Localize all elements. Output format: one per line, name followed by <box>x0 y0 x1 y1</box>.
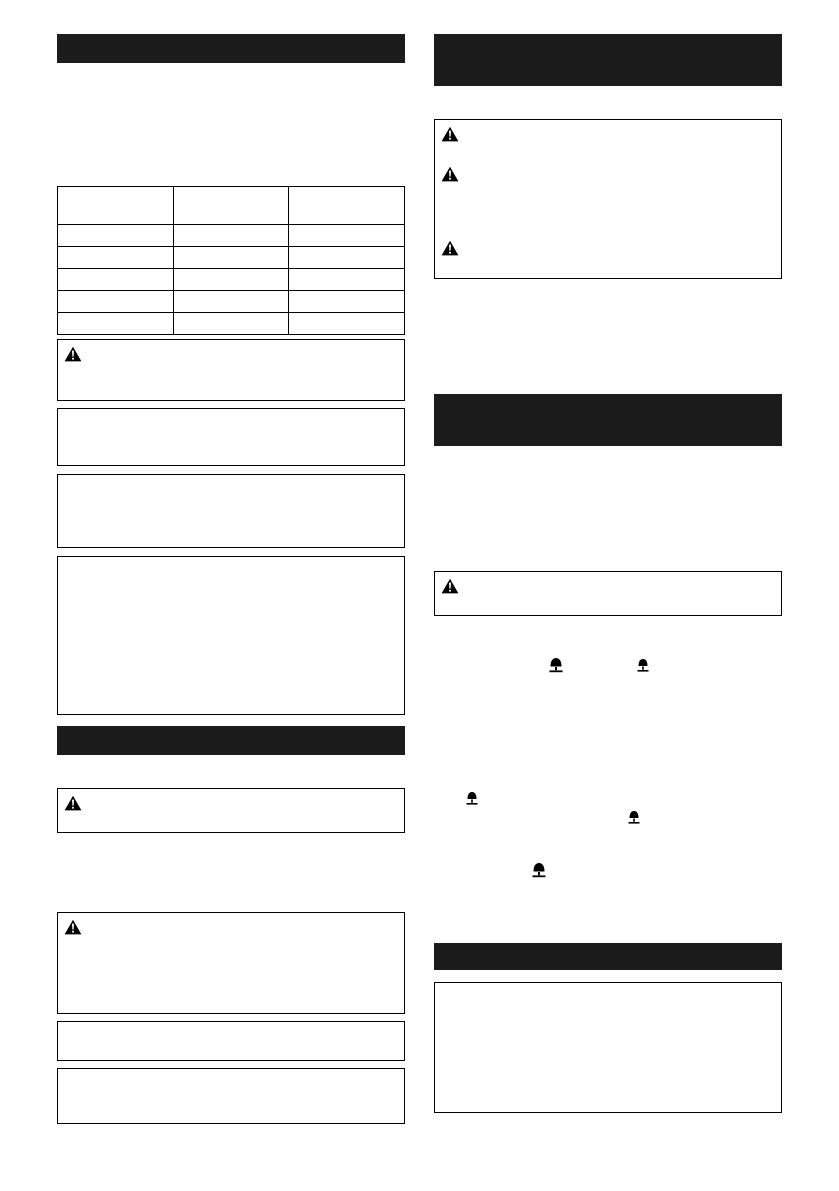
note-box <box>57 556 405 715</box>
table-cell <box>289 313 405 335</box>
table-cell <box>58 225 174 247</box>
note-box <box>434 982 782 1113</box>
warning-triangle-icon <box>64 795 82 811</box>
table-row <box>58 247 405 269</box>
warning-box <box>434 571 782 616</box>
table-cell <box>173 247 289 269</box>
speed-setting-large-icon <box>531 861 547 878</box>
table-row <box>58 291 405 313</box>
warning-triangle-icon <box>64 919 82 935</box>
section-header-bar <box>434 943 782 970</box>
speed-setting-small-icon <box>627 809 641 825</box>
table-cell <box>173 269 289 291</box>
table-row <box>58 313 405 335</box>
specification-table <box>57 186 405 335</box>
table-cell <box>58 313 174 335</box>
table-cell <box>173 225 289 247</box>
warning-box <box>434 119 782 279</box>
section-header-bar <box>434 394 782 446</box>
warning-triangle-icon <box>441 166 459 182</box>
warning-triangle-icon <box>441 578 459 594</box>
table-row <box>58 269 405 291</box>
speed-setting-large-icon <box>548 656 564 673</box>
table-cell <box>289 225 405 247</box>
table-cell <box>58 291 174 313</box>
table-header-cell <box>173 187 289 225</box>
table-header-row <box>58 187 405 225</box>
table-header-cell <box>289 187 405 225</box>
warning-box <box>57 912 405 1014</box>
warning-box <box>57 788 405 833</box>
note-box <box>57 1021 405 1061</box>
speed-setting-small-icon <box>636 657 650 673</box>
table-header-cell <box>58 187 174 225</box>
speed-setting-small-icon <box>465 790 479 806</box>
table-row <box>58 225 405 247</box>
table-cell <box>289 247 405 269</box>
warning-triangle-icon <box>64 346 82 362</box>
table-cell <box>58 269 174 291</box>
table-cell <box>289 291 405 313</box>
section-header-bar <box>57 34 405 63</box>
table-cell <box>173 313 289 335</box>
table-cell <box>58 247 174 269</box>
section-header-bar <box>434 34 782 86</box>
section-header-bar <box>57 726 405 755</box>
warning-triangle-icon <box>441 240 459 256</box>
note-box <box>57 474 405 548</box>
warning-triangle-icon <box>441 126 459 142</box>
table-cell <box>289 269 405 291</box>
note-box <box>57 1068 405 1124</box>
warning-box <box>57 339 405 401</box>
table-cell <box>173 291 289 313</box>
note-box <box>57 408 405 466</box>
